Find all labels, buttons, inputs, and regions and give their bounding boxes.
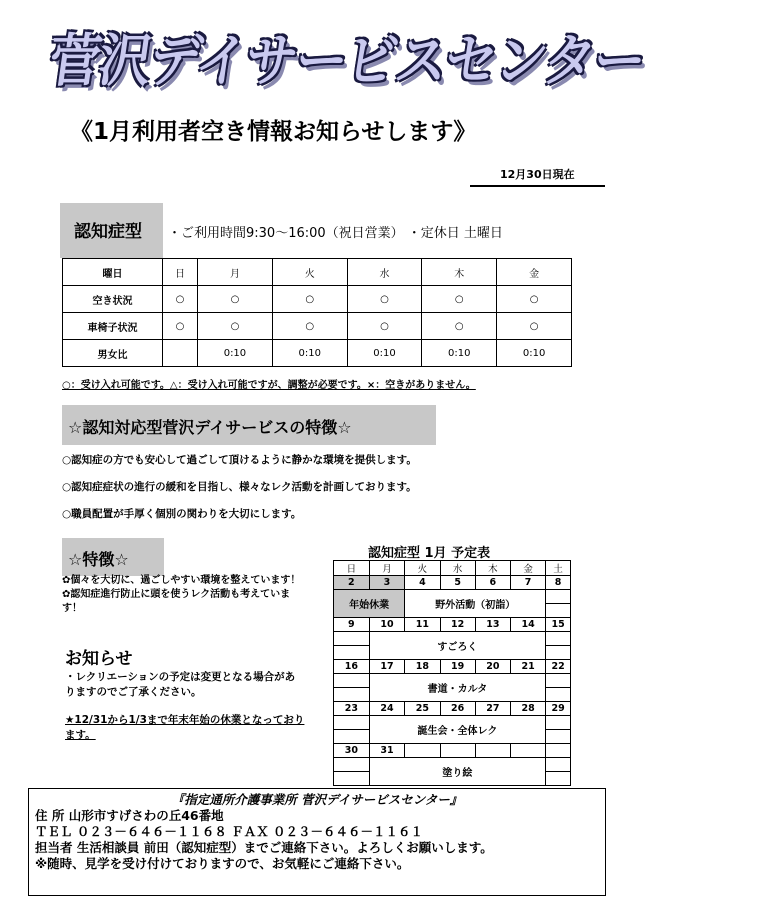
table-header-cell: 日 [163,259,198,286]
day-header: 月 [369,561,405,576]
table-cell: ○ [347,313,422,340]
event-cell: 誕生会・全体レク [369,716,546,744]
empty-cell [546,632,571,646]
date-cell: 12 [440,618,475,632]
schedule-table [333,560,571,786]
date-cell [546,744,571,758]
empty-cell [334,632,370,646]
date-cell: 30 [334,744,370,758]
legend: ○：受け入れ可能です。△：受け入れ可能ですが、調整が必要です。×：空きがありません。 [62,380,476,391]
table-cell: 空き状況 [63,286,163,313]
date-cell: 25 [405,702,440,716]
headline: 《1月利用者空き情報お知らせします》 [70,119,477,145]
table-row [334,674,571,688]
empty-cell [334,758,370,772]
table-cell: ○ [163,286,198,313]
office-name: 『指定通所介護事業所 菅沢デイサービスセンター』 [171,792,463,807]
availability-table [62,258,572,367]
date-cell: 24 [369,702,405,716]
table-cell: ○ [163,313,198,340]
notice-warning: ★12/31から1/3まで年末年始の休業となっております。 [65,714,305,741]
table-cell: 0:10 [347,340,422,367]
date-cell: 20 [475,660,510,674]
date-cell: 11 [405,618,440,632]
table-header-cell: 金 [497,259,572,286]
holiday-cell: 年始休業 [334,590,405,618]
notice-title: お知らせ [65,649,133,669]
table-header-cell: 水 [347,259,422,286]
empty-cell [334,772,370,786]
date-cell: 31 [369,744,405,758]
tokucho-title: ☆特徴☆ [62,538,164,576]
feature-item: ○認知症症状の進行の緩和を目指し、様々なレク活動を計画しております。 [62,481,417,493]
date-cell: 9 [334,618,370,632]
empty-cell [334,716,370,730]
date-cell: 13 [475,618,510,632]
table-row [334,632,571,646]
table-row [63,259,572,286]
table-cell: ○ [272,313,347,340]
service-hours: ・ご利用時間9:30〜16:00（祝日営業） ・定休日 土曜日 [168,226,503,241]
event-cell: 書道・カルタ [369,674,546,702]
date-cell [510,744,545,758]
date-cell: 7 [510,576,545,590]
table-row [334,590,571,604]
table-row [334,576,571,590]
table-cell: ○ [422,313,497,340]
table-header-cell: 木 [422,259,497,286]
empty-cell [546,646,571,660]
date-cell [475,744,510,758]
table-header-cell: 曜日 [63,259,163,286]
table-cell: ○ [422,286,497,313]
empty-cell [546,590,571,604]
day-header: 金 [510,561,545,576]
table-cell: 0:10 [497,340,572,367]
table-cell: 0:10 [198,340,273,367]
event-cell: 野外活動（初詣） [405,590,546,618]
table-cell: 0:10 [272,340,347,367]
service-type-label: 認知症型 [60,203,163,258]
contact-footer [28,788,606,896]
date-cell [405,744,440,758]
feature-item: ○認知症の方でも安心して過ごして頂けるように静かな環境を提供します。 [62,454,417,466]
date-cell: 3 [369,576,405,590]
empty-cell [334,688,370,702]
empty-cell [334,730,370,744]
date-cell: 15 [546,618,571,632]
day-header: 木 [475,561,510,576]
table-row [63,286,572,313]
table-row [334,618,571,632]
date-cell [440,744,475,758]
empty-cell [546,688,571,702]
table-cell: 車椅子状況 [63,313,163,340]
date-cell: 22 [546,660,571,674]
date-cell: 6 [475,576,510,590]
date-cell: 2 [334,576,370,590]
notice-text: ・レクリエーションの予定は変更となる場合がありますのでご了承ください。 [65,671,296,698]
date-cell: 26 [440,702,475,716]
table-row [63,313,572,340]
empty-cell [334,646,370,660]
table-header-cell: 月 [198,259,273,286]
schedule-title: 認知症型 1月 予定表 [368,546,491,561]
table-cell: ○ [198,313,273,340]
contact-person: 担当者 生活相談員 前田（認知症型）までご連絡下さい。よろしくお願いします。 [35,840,493,855]
date-cell: 18 [405,660,440,674]
tokucho-list [62,574,302,616]
tokucho-item: ✿個々を大切に、過ごしやすい環境を整えています！ [62,575,301,586]
table-cell: ○ [497,313,572,340]
feature-item: ○職員配置が手厚く個別の関わりを大切にします。 [62,508,302,520]
date-cell: 16 [334,660,370,674]
table-row [334,744,571,758]
logo: 菅沢デイサービスセンター [44,28,649,95]
table-cell: 男女比 [63,340,163,367]
visit-note: ※随時、見学を受け付けておりますので、お気軽にご連絡下さい。 [35,856,410,871]
date-cell: 10 [369,618,405,632]
date-cell: 8 [546,576,571,590]
day-header: 水 [440,561,475,576]
date-cell: 29 [546,702,571,716]
date-cell: 4 [405,576,440,590]
table-cell: 0:10 [422,340,497,367]
table-row [334,561,571,576]
event-cell: 塗り絵 [369,758,546,786]
table-row [334,660,571,674]
empty-cell [546,604,571,618]
date-cell: 28 [510,702,545,716]
empty-cell [546,730,571,744]
table-cell: ○ [272,286,347,313]
date-cell: 27 [475,702,510,716]
table-row [334,716,571,730]
date-cell: 5 [440,576,475,590]
address: 住 所 山形市すげさわの丘46番地 [35,808,224,823]
date-cell: 19 [440,660,475,674]
table-row [334,702,571,716]
empty-cell [546,758,571,772]
table-cell: ○ [497,286,572,313]
empty-cell [334,674,370,688]
date-cell: 23 [334,702,370,716]
event-cell: すごろく [369,632,546,660]
date-cell: 17 [369,660,405,674]
day-header: 土 [546,561,571,576]
day-header: 火 [405,561,440,576]
empty-cell [546,716,571,730]
date-cell: 21 [510,660,545,674]
table-cell: ○ [347,286,422,313]
phone-fax: ＴＥＬ ０２３－６４６－１１６８ ＦＡＸ ０２３－６４６－１１６１ [35,824,424,839]
features-title: ☆認知対応型菅沢デイサービスの特徴☆ [62,405,436,445]
empty-cell [546,772,571,786]
tokucho-item: ✿認知症進行防止に頭を使うレク活動も考えています！ [62,589,291,614]
table-row [334,758,571,772]
table-row [63,340,572,367]
empty-cell [546,674,571,688]
table-cell: ○ [198,286,273,313]
table-header-cell: 火 [272,259,347,286]
as-of-date: 12月30日現在 [500,168,575,181]
date-cell: 14 [510,618,545,632]
table-cell [163,340,198,367]
divider [470,185,605,187]
day-header: 日 [334,561,370,576]
